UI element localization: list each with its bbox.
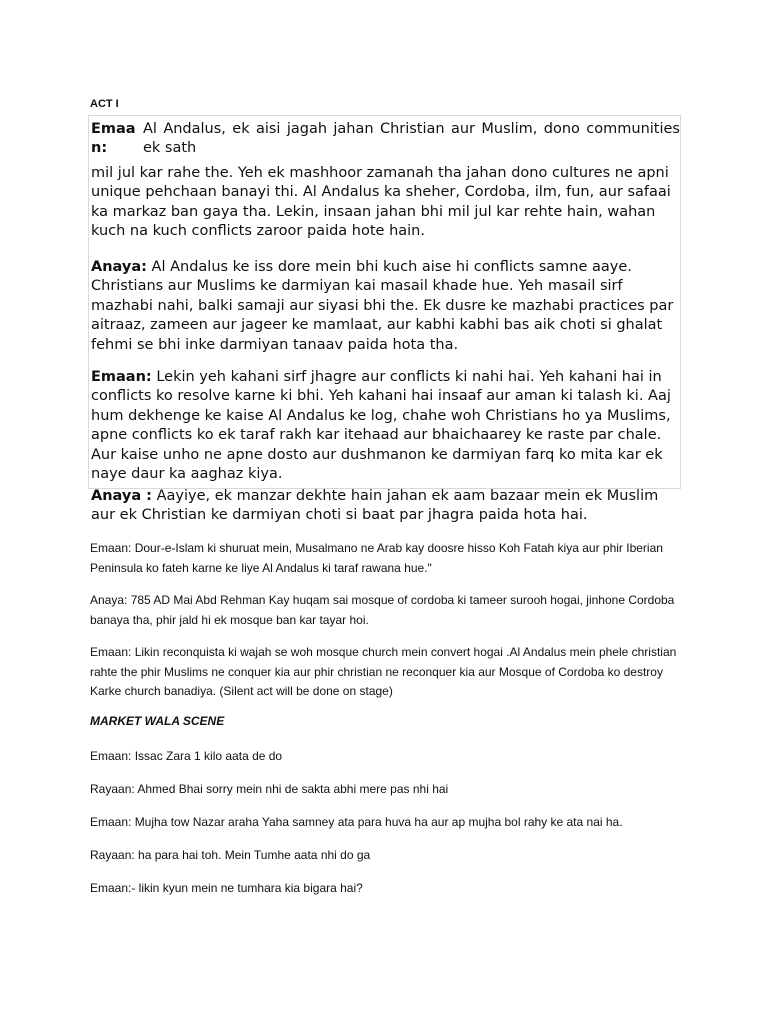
anaya-bazaar-line — [91, 487, 681, 526]
intro-first-line — [91, 120, 680, 158]
dialogue-line: Emaan: Mujha tow Nazar araha Yaha samney ata para huva ha aur ap mujha bol rahy ke ata nai ha. — [90, 815, 623, 829]
emaan-paragraph — [91, 368, 681, 484]
act-title: ACT I — [90, 98, 119, 110]
dialogue-line: Emaan:- likin kyun mein ne tumhara kia bigara hai? — [90, 881, 363, 895]
speaker-label: Anaya : — [91, 488, 152, 504]
speaker-label: Emaan: — [91, 369, 152, 385]
dialogue-text: Aayiye, ek manzar dekhte hain jahan ek aam bazaar mein ek Muslim aur ek Christian ke darmiyan choti si baat par jhagra paida hota hai. — [91, 488, 659, 524]
dialogue-line: Rayaan: Ahmed Bhai sorry mein nhi de sakta abhi mere pas nhi hai — [90, 782, 449, 796]
anaya-paragraph — [91, 258, 681, 355]
dialogue-text: Al Andalus ke iss dore mein bhi kuch aise hi conflicts samne aaye. Christians aur Muslims ke darmiyan kai masail khade hue. Yeh masail sirf mazhabi nahi, balki samaji aur siyasi bhi the. Ek dusre ke mazhabi practices par aitraaz, zameen aur jageer ke mamlaat, aur kabhi kabhi bas aik choti si ghalat fehmi se bhi inke darmiyan tanaav paida hota tha. — [91, 259, 674, 353]
intro-continuation: mil jul kar rahe the. Yeh ek mashhoor zamanah tha jahan dono cultures ne apni unique pehchaan banayi thi. Al Andalus ka sheher, Cordoba, ilm, fun, aur safaai ka markaz ban gaya tha. Lekin, insaan jahan bhi mil jul kar rehte hain, wahan kuch na kuch conflicts zaroor paida hote hain. — [91, 165, 671, 240]
scene-title: MARKET WALA SCENE — [90, 714, 225, 728]
narration-line: Emaan: Likin reconquista ki wajah se woh mosque church mein convert hogai .Al Andalus mein phele christian rahte the phir Muslims ne conquer kia aur phir christian ne reconquer kia aur Mosque of Cordoba ko destroy Karke church banadiya. (Silent act will be done on stage) — [90, 645, 677, 698]
speaker-label: Anaya: — [91, 259, 147, 275]
dialogue-line: Emaan: Issac Zara 1 kilo aata de do — [90, 749, 283, 763]
narration-line: Anaya: 785 AD Mai Abd Rehman Kay huqam sai mosque of cordoba ki tameer surooh hogai, jinhone Cordoba banaya tha, phir jald hi ek mosque ban kar tayar hoi. — [90, 593, 675, 627]
speaker-label: Emaa n: — [91, 121, 136, 156]
dialogue-text: Lekin yeh kahani sirf jhagre aur conflicts ki nahi hai. Yeh kahani hai in conflicts ko resolve karne ki bhi. Yeh kahani hai insaaf aur aman ki talash ki. Aaj hum dekhenge ke kaise Al Andalus ke log, chahe woh Christians ho ya Muslims, apne conflicts ko ek taraf rakh kar itehaad aur bhaichaarey ke raste par chale. Aur kaise unho ne apne dosto aur dushmanon ke darmiyan farq ko mita kar ek naye daur ka aaghaz kiya. — [91, 369, 671, 483]
dialogue-text: Al Andalus, ek aisi jagah jahan Christian aur Muslim, dono communities ek sath — [143, 121, 680, 156]
narration-line: Emaan: Dour-e-Islam ki shuruat mein, Musalmano ne Arab kay doosre hisso Koh Fatah kiya aur phir Iberian Peninsula ko fateh karne ke liye Al Andalus ki taraf rawana hue." — [90, 541, 663, 575]
dialogue-line: Rayaan: ha para hai toh. Mein Tumhe aata nhi do ga — [90, 848, 371, 862]
